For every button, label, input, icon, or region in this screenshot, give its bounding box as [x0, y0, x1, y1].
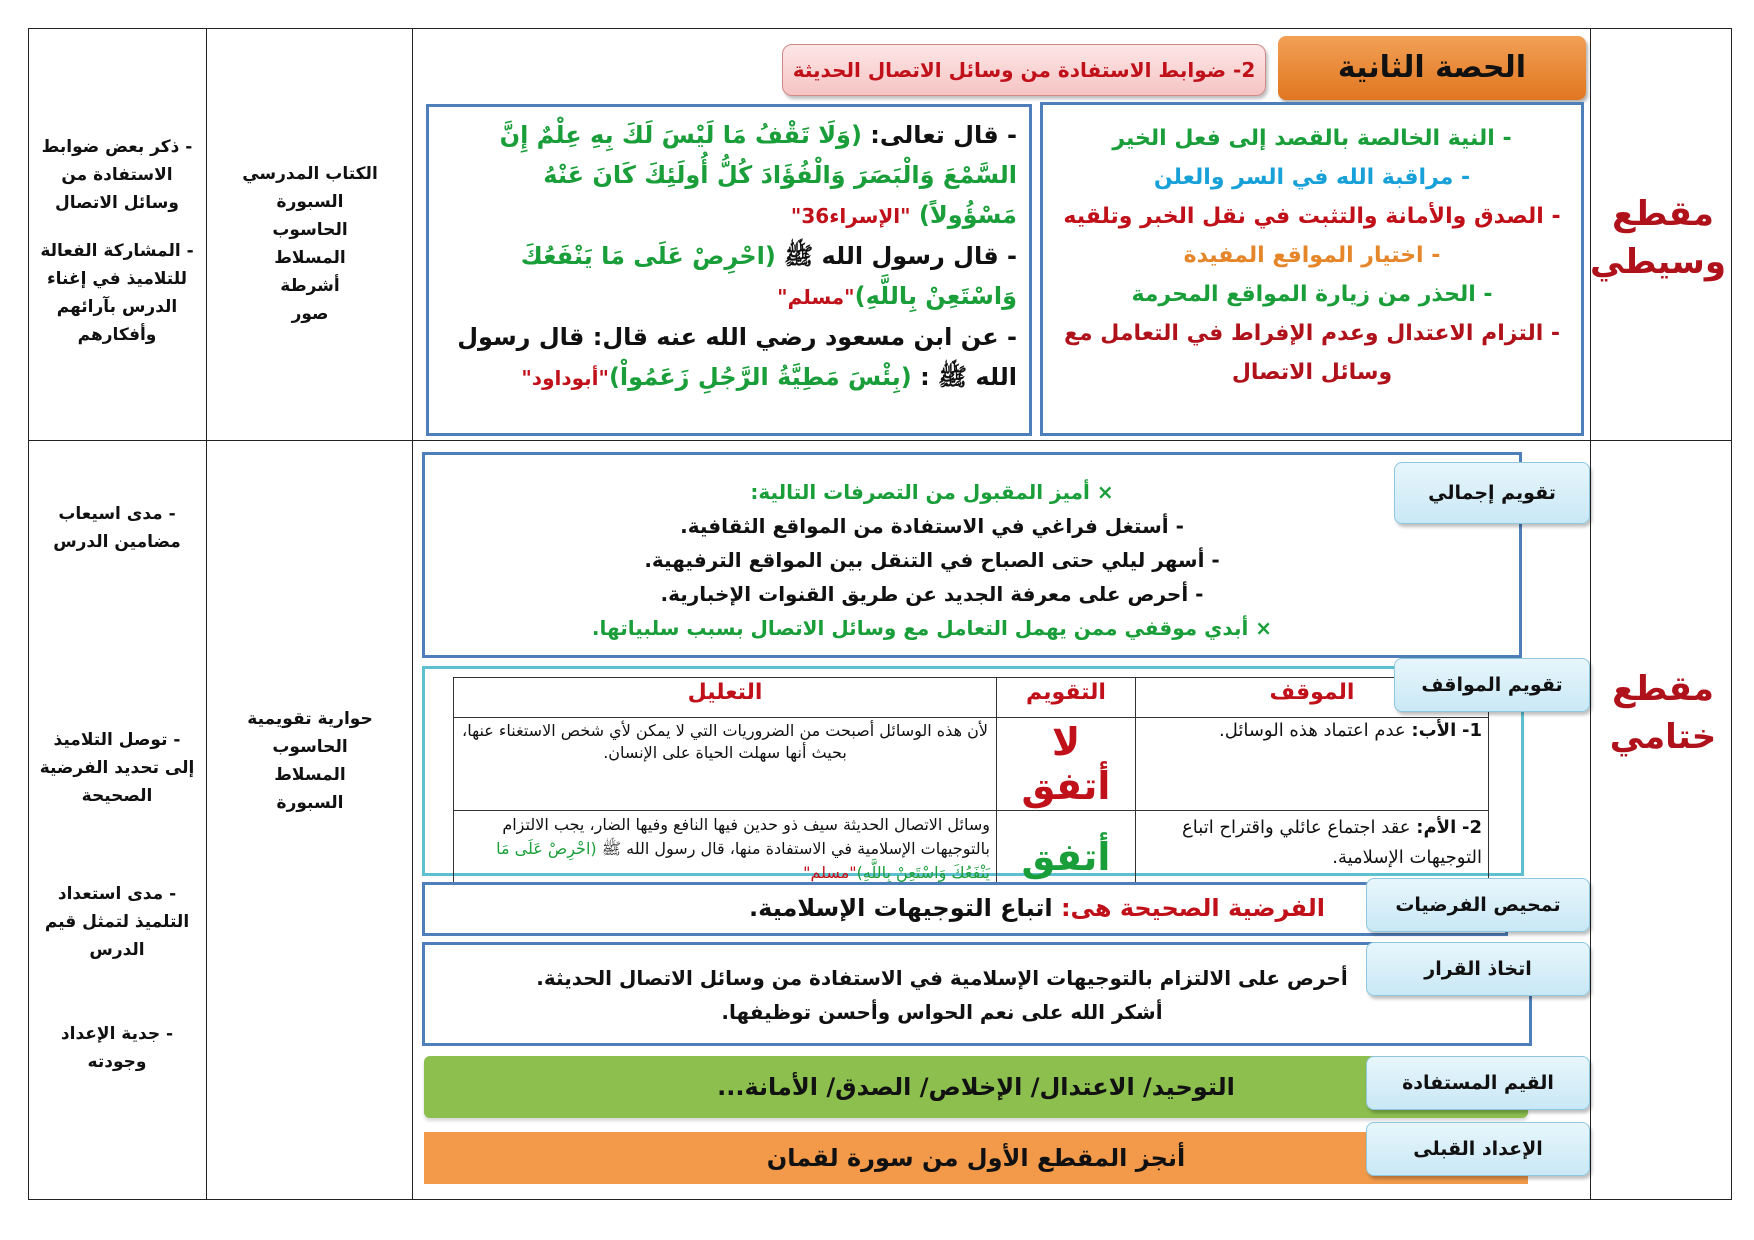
table-row — [454, 718, 1489, 811]
overall-eval-footer: × أبدي موقفي ممن يهمل التعامل مع وسائل الاتصال بسبب سلبياتها. — [591, 616, 1273, 640]
tag-hypotheses: تمحيص الفرضيات — [1366, 878, 1590, 932]
resources-top — [212, 160, 408, 328]
overall-eval-title: × أميز المقبول من التصرفات التالية: — [750, 480, 1114, 504]
evaluation-cell: أتفق — [997, 811, 1136, 903]
controls-panel — [1040, 102, 1584, 436]
resources-bottom — [212, 705, 408, 817]
resource-item: الحاسوب — [272, 737, 348, 757]
control-item: - الصدق والأمانة والتثبت في نقل الخبر وتلقيه — [1063, 204, 1561, 229]
criteria-item: - مدى اسيعاب مضامين الدرس — [53, 504, 181, 552]
hypothesis-value: اتباع التوجيهات الإسلامية. — [749, 894, 1061, 922]
control-item: - اختيار المواقع المفيدة — [1183, 243, 1441, 268]
prep-bar: أنجز المقطع الأول من سورة لقمان — [424, 1132, 1528, 1184]
resource-item: صور — [291, 304, 329, 324]
stage-final: مقطع ختامي — [1609, 669, 1717, 757]
positions-table — [453, 677, 1489, 903]
values-bar: التوحيد/ الاعتدال/ الإخلاص/ الصدق/ الأمانة... — [424, 1056, 1528, 1118]
position-cell: 1- الأب: عدم اعتماد هذه الوسائل. — [1136, 718, 1489, 811]
evidence-panel — [426, 104, 1032, 436]
resource-item: الحاسوب — [272, 220, 348, 240]
resource-item: الكتاب المدرسي — [242, 164, 378, 184]
control-item: - التزام الاعتدال وعدم الإفراط في التعامل مع وسائل الاتصال — [1063, 321, 1561, 385]
control-item: - مراقبة الله في السر والعلن — [1153, 165, 1471, 190]
justification-cell: لأن هذه الوسائل أصبحت من الضروريات التي لا يمكن لأي شخص الاستغناء عنها، بحيث أنها سهلت الحياة على الإنسان. — [454, 718, 997, 811]
decision-line: أشكر الله على نعم الحواس وأحسن توظيفها. — [721, 1000, 1163, 1024]
tag-decision: اتخاذ القرار — [1366, 942, 1590, 996]
section-heading: 2- ضوابط الاستفادة من وسائل الاتصال الحديثة — [782, 44, 1266, 96]
resource-item: أشرطة — [280, 276, 340, 296]
col-divider-2 — [412, 28, 413, 1200]
row-divider — [28, 440, 1732, 441]
control-item: - الحذر من زيارة المواقع المحرمة — [1131, 282, 1493, 307]
objective-item: - ذكر بعض ضوابط الاستفادة من وسائل الاتصال — [41, 137, 193, 213]
hadith-2: - عن ابن مسعود رضي الله عنه قال: قال رسول الله ﷺ : (بِئْسَ مَطِيَّةُ الرَّجُلِ زَعَمُواْ)"أبوداود" — [457, 323, 1017, 391]
hypothesis-label: الفرضية الصحيحة هى: — [1060, 894, 1325, 922]
hadith-1: - قال رسول الله ﷺ (احْرِصْ عَلَى مَا يَنْفَعُكَ وَاسْتَعِنْ بِاللَّهِ)"مسلم" — [520, 242, 1017, 310]
objectives-top — [36, 133, 198, 349]
objective-item: - المشاركة الفعالة للتلاميذ في إغناء الدرس بآرائهم وأفكارهم — [40, 241, 194, 345]
session-title: الحصة الثانية — [1278, 36, 1586, 100]
tag-values: القيم المستفادة — [1366, 1056, 1590, 1110]
resource-item: المسلاط — [274, 765, 346, 785]
overall-eval-item: - أستغل فراغي في الاستفادة من المواقع الثقافية. — [680, 514, 1184, 538]
position-header: الموقف — [1136, 678, 1489, 718]
resource-item: السبورة — [276, 192, 344, 212]
hypothesis-panel — [422, 882, 1508, 936]
tag-prep: الإعداد القبلى — [1366, 1122, 1590, 1176]
col-divider-3 — [1590, 28, 1591, 1200]
positions-panel — [422, 666, 1524, 882]
tag-positions: تقويم المواقف — [1394, 658, 1590, 712]
resource-item: السبورة — [276, 793, 344, 813]
justification-header: التعليل — [454, 678, 997, 718]
resource-item: حوارية تقويمية — [247, 709, 373, 729]
decision-line: أحرص على الالتزام بالتوجيهات الإسلامية في الاستفادة من وسائل الاتصال الحديثة. — [536, 966, 1348, 990]
evaluation-cell: لا أتفق — [997, 718, 1136, 811]
overall-eval-panel — [422, 452, 1522, 658]
position-cell: 2- الأم: عقد اجتماع عائلي واقتراح اتباع التوجيهات الإسلامية. — [1136, 811, 1489, 903]
stage-middle: مقطع وسيطي — [1590, 194, 1726, 282]
evaluation-criteria — [36, 500, 198, 1076]
evaluation-header: التقويم — [997, 678, 1136, 718]
criteria-item: - توصل التلاميذ إلى تحديد الفرضية الصحيحة — [39, 730, 195, 806]
overall-eval-item: - أحرص على معرفة الجديد عن طريق القنوات الإخبارية. — [660, 582, 1204, 606]
quran-verse: - قال تعالى: (وَلَا تَقْفُ مَا لَيْسَ لَكَ بِهِ عِلْمٌ إِنَّ السَّمْعَ وَالْبَصَرَ وَالْفُؤَادَ كُلُّ أُولَئِكَ كَانَ عَنْهُ مَسْؤُولاً) "الإسراء36" — [499, 121, 1017, 229]
justification-cell: وسائل الاتصال الحديثة سيف ذو حدين فيها النافع وفيها الضار، يجب الالتزام بالتوجيهات الإسلامية في الاستفادة منها، قال رسول الله ﷺ (احْرِصْ عَلَى مَا يَنْفَعُكَ وَاسْتَعِنْ بِاللَّهِ)"مسلم" — [454, 811, 997, 903]
resource-item: المسلاط — [274, 248, 346, 268]
criteria-item: - جدية الإعداد وجودته — [60, 1024, 174, 1072]
criteria-item: - مدى استعداد التلميذ لتمثل قيم الدرس — [44, 884, 190, 960]
col-divider-1 — [206, 28, 207, 1200]
control-item: - النية الخالصة بالقصد إلى فعل الخير — [1112, 126, 1512, 151]
tag-overall: تقويم إجمالي — [1394, 462, 1590, 524]
overall-eval-item: - أسهر ليلي حتى الصباح في التنقل بين المواقع الترفيهية. — [644, 548, 1220, 572]
